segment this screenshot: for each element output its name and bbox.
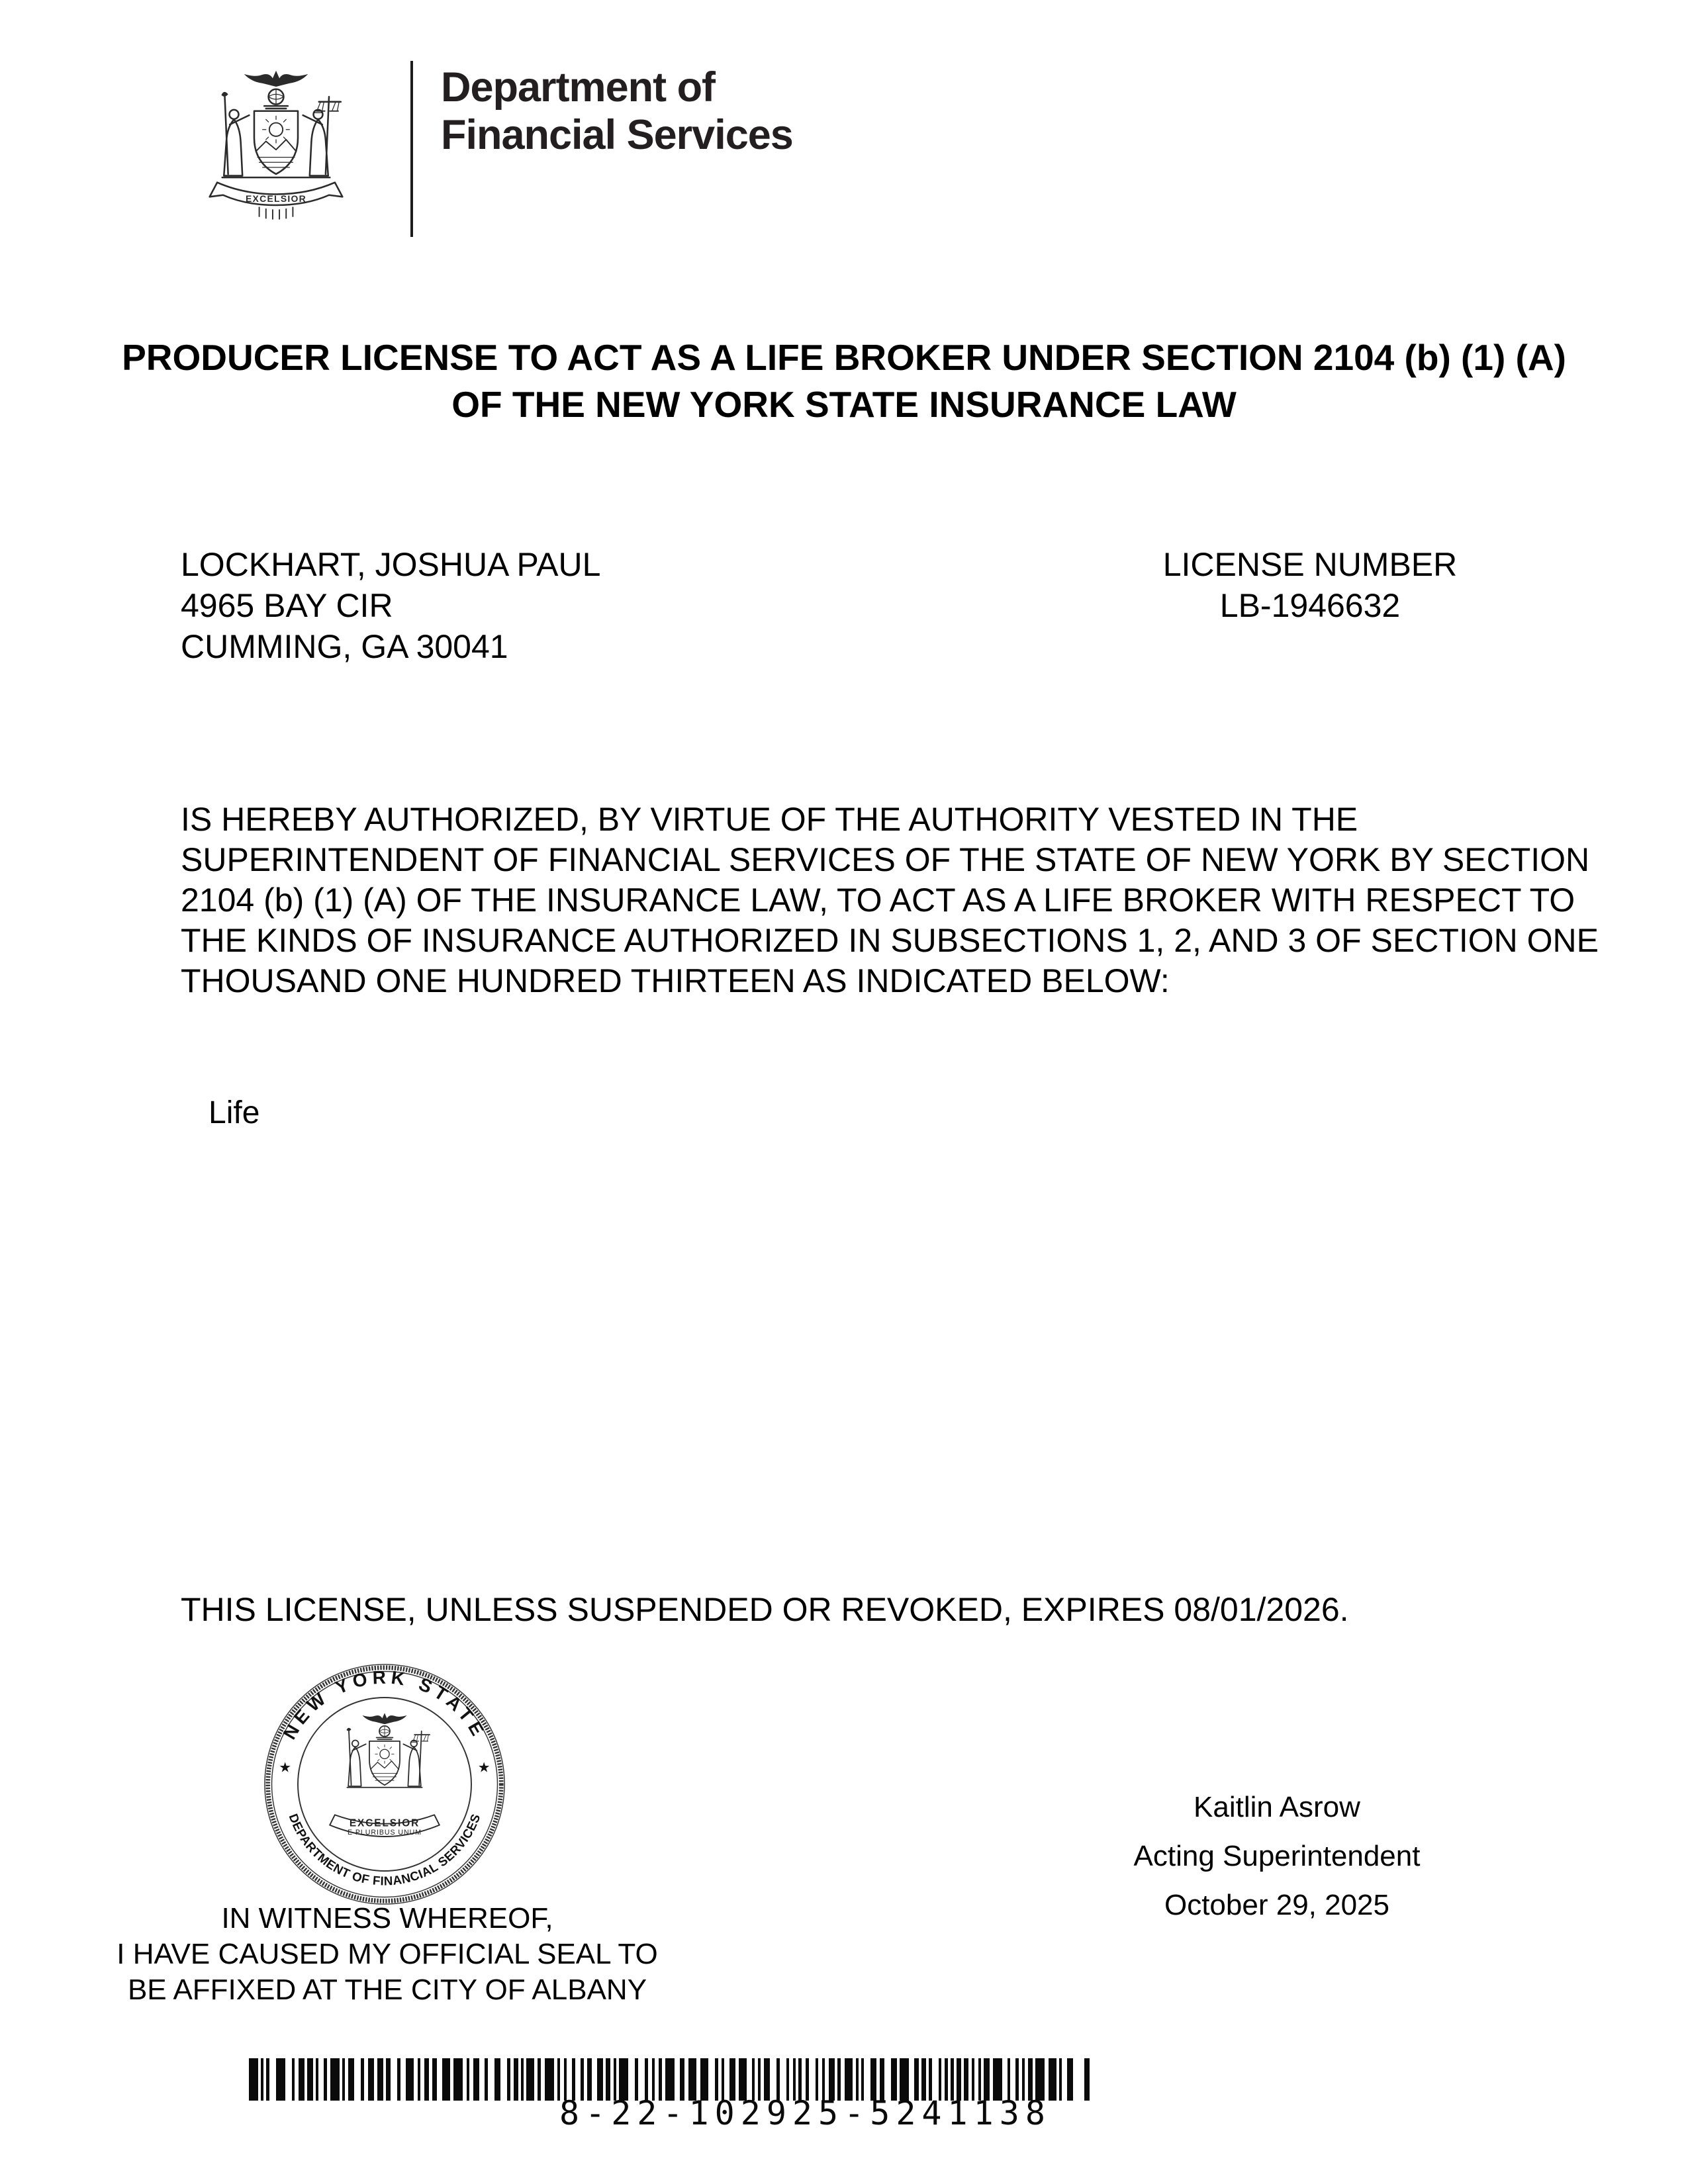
seal-star-left-icon: ★	[279, 1760, 292, 1776]
logo-banner-text: EXCELSIOR	[245, 193, 307, 204]
signatory-title: Acting Superintendent	[1133, 1840, 1421, 1872]
dfs-official-seal-icon	[263, 1663, 506, 1905]
witness-line: I HAVE CAUSED MY OFFICIAL SEAL TO	[117, 1938, 658, 1970]
document-title-line2: OF THE NEW YORK STATE INSURANCE LAW	[451, 384, 1237, 425]
expiration-text: THIS LICENSE, UNLESS SUSPENDED OR REVOKED, EXPIRES 08/01/2026.	[181, 1591, 1349, 1628]
license-number-value: LB-1946632	[1219, 587, 1401, 624]
seal-banner-line1: EXCELSIOR	[349, 1817, 420, 1829]
witness-statement	[56, 1901, 718, 2008]
witness-line: BE AFFIXED AT THE CITY OF ALBANY	[127, 1974, 647, 2006]
document-title-line1: PRODUCER LICENSE TO ACT AS A LIFE BROKER UNDER SECTION 2104 (b) (1) (A)	[122, 337, 1566, 378]
licensee-address-line2: CUMMING, GA 30041	[181, 628, 508, 665]
seal-banner-line2: E PLURIBUS UNUM	[347, 1829, 422, 1837]
licensee-block	[181, 544, 600, 667]
header-divider	[410, 61, 413, 237]
authorization-line: SUPERINTENDENT OF FINANCIAL SERVICES OF THE STATE OF NEW YORK BY SECTION	[181, 841, 1590, 878]
authorization-line: THE KINDS OF INSURANCE AUTHORIZED IN SUBSECTIONS 1, 2, AND 3 OF SECTION ONE	[181, 922, 1599, 959]
authorization-line: IS HEREBY AUTHORIZED, BY VIRTUE OF THE AUTHORITY VESTED IN THE	[181, 801, 1358, 838]
authorization-paragraph	[181, 799, 1599, 1001]
signature-block	[1078, 1783, 1476, 1930]
department-name-line2: Financial Services	[441, 112, 793, 158]
line-of-authority: Life	[209, 1095, 260, 1130]
issue-date: October 29, 2025	[1164, 1889, 1389, 1921]
license-number-label: LICENSE NUMBER	[1162, 546, 1458, 583]
license-number-block	[1111, 544, 1509, 626]
barcode-number: 8-22-102925-5241138	[559, 2094, 1051, 2132]
licensee-name: LOCKHART, JOSHUA PAUL	[181, 546, 601, 583]
nys-coat-of-arms-logo	[192, 56, 360, 249]
department-name	[441, 64, 793, 159]
authorization-line: 2104 (b) (1) (A) OF THE INSURANCE LAW, TO ACT AS A LIFE BROKER WITH RESPECT TO	[181, 882, 1575, 919]
seal-ring-bottom-text: DEPARTMENT OF FINANCIAL SERVICES	[286, 1811, 483, 1888]
signatory-name: Kaitlin Asrow	[1194, 1791, 1360, 1823]
department-name-line1: Department of	[441, 64, 716, 111]
witness-line: IN WITNESS WHEREOF,	[221, 1902, 553, 1934]
authorization-line: THOUSAND ONE HUNDRED THIRTEEN AS INDICATED BELOW:	[181, 962, 1170, 999]
seal-star-right-icon: ★	[477, 1760, 491, 1776]
document-title	[0, 334, 1688, 428]
seal-ring-top-text: NEW YORK STATE	[279, 1666, 491, 1743]
licensee-address-line1: 4965 BAY CIR	[181, 587, 393, 624]
